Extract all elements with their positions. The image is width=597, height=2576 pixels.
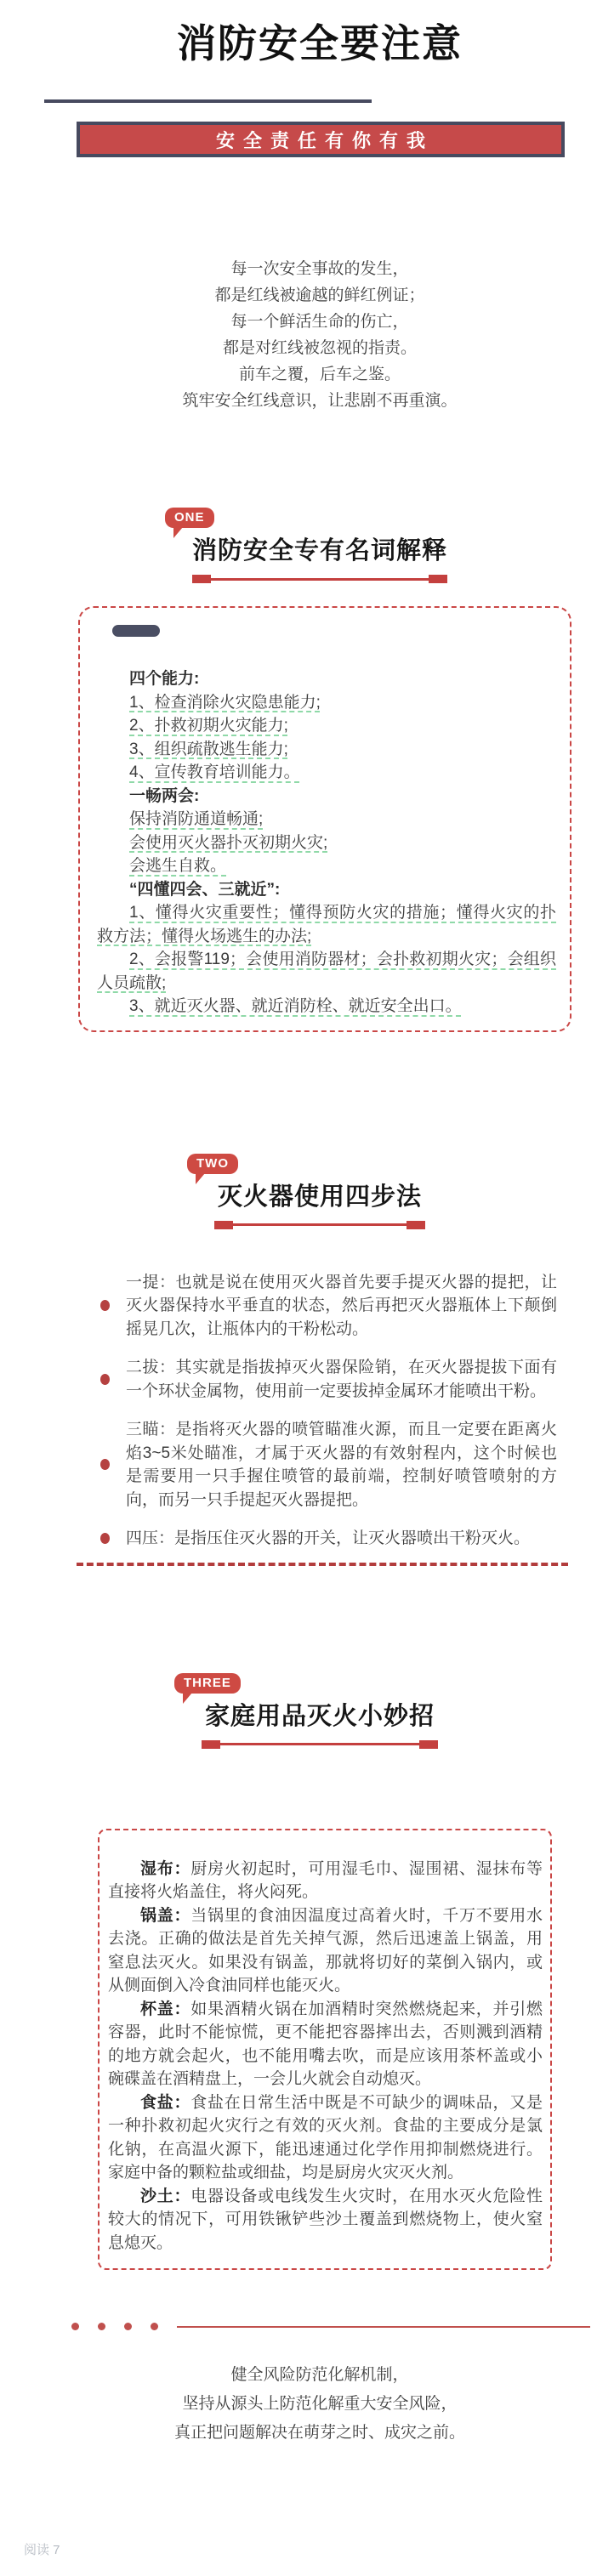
section-one-badge: ONE — [165, 508, 214, 528]
tip-paragraph — [108, 1858, 543, 1904]
tip-text: 食盐在日常生活中既是不可缺少的调味品，又是一种扑救初起火灾行之有效的灭火剂。食盐的主要成分是氯化钠，在高温火源下，能迅速通过化学作用抑制燃烧进行。家庭中备的颗粒盐或细盐，均是厨房火灾灭火剂。 — [108, 2093, 543, 2182]
footer-divider — [71, 2323, 590, 2330]
extinguisher-steps-list — [126, 1271, 557, 1551]
section-three-title-block — [184, 1675, 438, 1749]
list-item — [97, 738, 556, 762]
section-two-underline — [214, 1221, 425, 1229]
list-item-text: 3、组织疏散逃生能力; — [129, 740, 288, 758]
intro-line: 都是红线被逾越的鲜红例证； — [214, 287, 425, 304]
section-two-header — [0, 1155, 597, 1234]
list-item — [97, 995, 556, 1018]
tip-label: 食盐： — [140, 2093, 191, 2112]
section-two-title: 灭火器使用四步法 — [217, 1183, 422, 1211]
underline-end-square — [202, 1740, 220, 1749]
underline-end-square — [419, 1740, 438, 1749]
divider-dot — [98, 2323, 105, 2330]
list-item — [97, 831, 556, 855]
divider-dot — [71, 2323, 79, 2330]
underline-bar — [211, 578, 429, 581]
section-one-title-block — [173, 510, 447, 583]
list-item-text: 4、宣传教育培训能力。 — [129, 763, 300, 781]
step-item: 三瞄：是指将灭火器的喷管瞄准火源，而且一定要在距离火焰3~5米处瞄准，才属于灭火器的有效射程内，这个时候也是需要用一只手握住喷管的最前端，控制好喷管喷射的方向，而另一只手提起灭火器提把。 — [126, 1418, 557, 1512]
section-three-badge: THREE — [174, 1673, 241, 1694]
slogan-banner — [77, 122, 565, 157]
tip-paragraph — [108, 2185, 543, 2255]
tip-paragraph — [108, 1998, 543, 2091]
intro-line: 前车之覆，后车之鉴。 — [238, 366, 401, 383]
underline-end-square — [429, 575, 447, 583]
tip-text: 电器设备或电线发生火灾时，在用水灭火危险性较大的情况下，可用铁锹铲些沙土覆盖到燃烧物上，使火窒息熄灭。 — [108, 2187, 543, 2252]
navy-pill-decoration — [112, 625, 160, 637]
group-heading: 一畅两会: — [129, 786, 200, 805]
list-item — [97, 808, 556, 831]
intro-line: 筑牢安全红线意识，让悲剧不再重演。 — [182, 392, 458, 410]
intro-paragraph — [0, 256, 597, 414]
divider-dot — [151, 2323, 158, 2330]
section-three-header — [0, 1675, 597, 1753]
list-item — [97, 901, 556, 948]
tip-label: 杯盖： — [140, 2000, 191, 2018]
tip-text: 如果酒精火锅在加酒精时突然燃烧起来，并引燃容器，此时不能惊慌，更不能把容器摔出去，否则溅到酒精的地方就会起火，也不能用嘴去吹，而是应该用茶杯盖或小碗碟盖在酒精盘上，一会儿火就会自动熄灭。 — [108, 2000, 543, 2088]
underline-end-square — [407, 1221, 425, 1229]
tip-label: 锅盖： — [140, 1906, 191, 1925]
list-item-text: 1、检查消除火灾隐患能力; — [129, 693, 321, 712]
underline-bar — [233, 1223, 407, 1226]
underline-end-square — [214, 1221, 233, 1229]
intro-line: 每一个鲜活生命的伤亡， — [230, 313, 409, 331]
tips-dashed-box — [98, 1829, 552, 2271]
section-three-underline — [202, 1740, 438, 1749]
underline-bar — [220, 1743, 419, 1745]
list-item-text: 会逃生自救。 — [129, 857, 227, 875]
list-item — [97, 854, 556, 878]
list-item — [97, 948, 556, 995]
step-item: 二拔：其实就是指拔掉灭火器保险销，在灭火器提拔下面有一个环状金属物，使用前一定要拔掉金属环才能喷出干粉。 — [126, 1356, 557, 1403]
list-item-text: 1、懂得火灾重要性；懂得预防火灾的措施；懂得火灾的扑救方法；懂得火场逃生的办法; — [97, 904, 556, 945]
tip-label: 沙土： — [140, 2187, 191, 2205]
title-underline-bar — [44, 99, 372, 103]
list-item-text: 3、就近灭火器、就近消防栓、就近安全出口。 — [129, 997, 462, 1015]
footer-line: 健全风险防范化解机制， — [230, 2366, 409, 2384]
tip-label: 湿布： — [140, 1859, 191, 1878]
list-item — [97, 714, 556, 738]
underline-end-square — [192, 575, 211, 583]
page-title: 消防安全要注意 — [177, 21, 463, 65]
footer-line: 坚持从源头上防范化解重大安全风险， — [182, 2395, 458, 2413]
dashed-divider — [77, 1563, 568, 1566]
list-item-text: 保持消防通道畅通; — [129, 810, 264, 828]
intro-line: 每一次安全事故的发生， — [230, 260, 409, 278]
list-item-text: 2、扑救初期火灾能力; — [129, 717, 288, 735]
list-item-text: 会使用灭火器扑灭初期火灾; — [129, 833, 328, 852]
list-item — [97, 691, 556, 715]
section-two-badge: TWO — [187, 1154, 238, 1174]
tip-text: 当锅里的食油因温度过高着火时，千万不要用水去浇。正确的做法是首先关掉气源，然后迅速盖上锅盖，用窒息法灭火。如果没有锅盖，那就将切好的菜倒入锅内，或从侧面倒入冷食油同样也能灭火。 — [108, 1906, 543, 1994]
list-item — [97, 761, 556, 785]
step-item: 四压：是指压住灭火器的开关，让灭火器喷出干粉灭火。 — [126, 1527, 557, 1551]
group-heading: “四懂四会、三就近”: — [129, 880, 281, 899]
terms-dashed-box — [78, 606, 571, 1032]
intro-line: 都是对红线被忽视的指责。 — [222, 339, 417, 357]
section-three-title: 家庭用品灭火小妙招 — [204, 1702, 435, 1730]
footer-paragraph — [0, 2361, 597, 2448]
step-item: 一提：也就是说在使用灭火器首先要手提灭火器的提把，让灭火器保持水平垂直的状态，然后再把灭火器瓶体上下颠倒摇晃几次，让瓶体内的干粉松动。 — [126, 1271, 557, 1342]
read-count[interactable]: 阅读 7 — [24, 2543, 60, 2557]
section-two-title-block — [196, 1155, 425, 1229]
divider-line — [177, 2326, 590, 2328]
tip-paragraph — [108, 1904, 543, 1998]
tip-text: 厨房火初起时，可用湿毛巾、湿围裙、湿抹布等直接将火焰盖住，将火闷死。 — [108, 1859, 543, 1901]
tip-paragraph — [108, 2091, 543, 2185]
footer-line: 真正把问题解决在萌芽之时、成灾之前。 — [173, 2424, 465, 2442]
group-heading: 四个能力: — [129, 670, 200, 688]
list-item-text: 2、会报警119；会使用消防器材；会扑救初期火灾；会组织人员疏散; — [97, 950, 556, 992]
section-one-underline — [192, 575, 447, 583]
slogan-banner-text: 安全责任有你有我 — [215, 129, 434, 151]
section-one-title: 消防安全专有名词解释 — [191, 537, 447, 565]
divider-dot — [124, 2323, 132, 2330]
section-one-header — [0, 510, 597, 587]
